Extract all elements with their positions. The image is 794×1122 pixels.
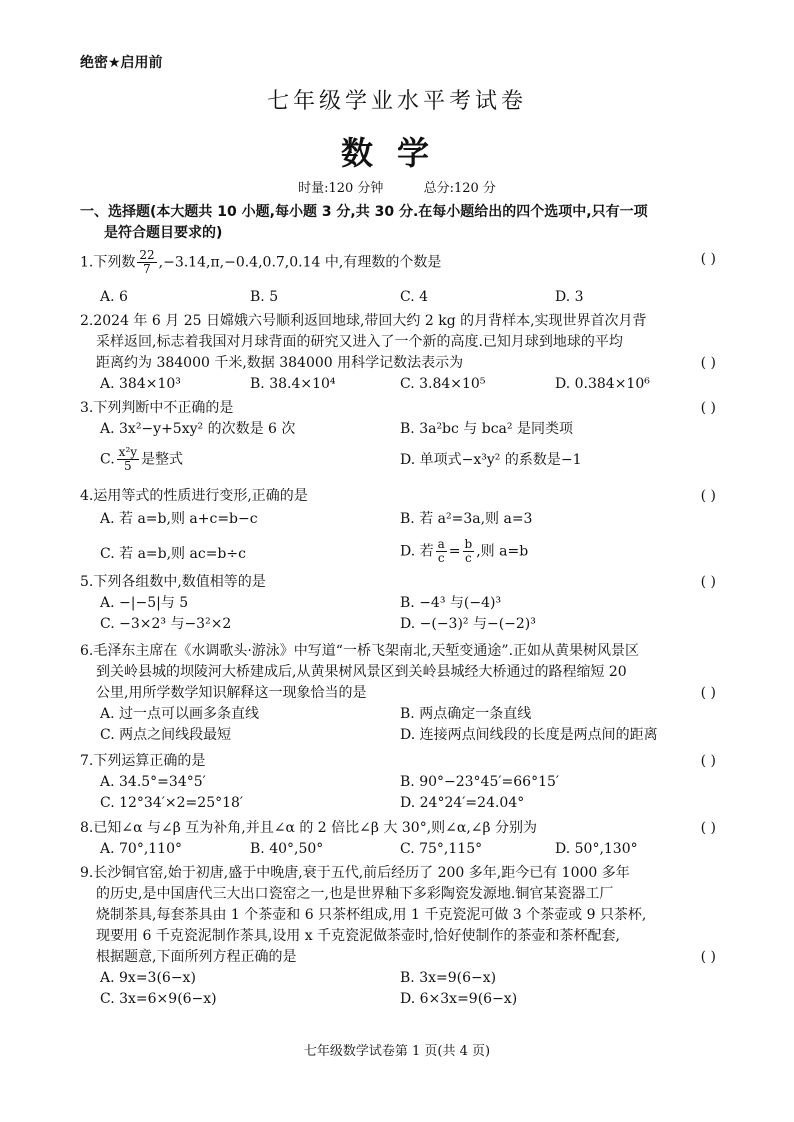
q1-option-b: B. 5 [250,289,279,305]
question-9-line2: 的历史,是中国唐代三大出口瓷窑之一,也是世界釉下多彩陶瓷发源地.铜官某瓷器工厂 [96,886,614,902]
question-9-options-cd [80,989,716,1010]
question-8-options [80,839,716,860]
q2-option-c: C. 3.84×10⁵ [400,376,486,392]
question-3 [80,398,716,478]
question-1 [80,249,716,276]
question-2 [80,311,716,395]
question-2-line3-text: 距离约为 384000 千米,数据 384000 用科学记数法表示为 [96,355,464,371]
question-8-stem-text: 8.已知∠α 与∠β 互为补角,并且∠α 的 2 倍比∠β 大 30°,则∠α,∠β 分别为 [80,820,538,836]
q7-option-d: D. 24°24′=24.04° [400,795,525,811]
question-3-options-cd [80,442,716,478]
q4-option-c: C. 若 a=b,则 ac=b÷c [100,546,246,562]
answer-bracket: ( ) [700,355,716,371]
question-6-line1: 6.毛泽东主席在《水调歌头·游泳》中写道“一桥飞架南北,天堑变通途”.正如从黄果树风景区 [80,643,640,659]
question-5 [80,572,716,635]
question-1-prefix: 1.下列数 [80,254,136,271]
q6-option-c: C. 两点之间线段最短 [100,727,232,743]
q3-option-b: B. 3a²bc 与 bca² 是同类项 [400,421,573,437]
question-6-line3-text: 公里,用所学数学知识解释这一现象恰当的是 [96,685,367,701]
question-2-line3 [80,353,716,374]
q2-option-d: D. 0.384×10⁶ [555,376,650,392]
question-9 [80,863,716,1010]
section-heading-line1: 一、选择题(本大题共 10 小题,每小题 3 分,共 30 分.在每小题给出的四个选项中,只有一项 [80,204,648,220]
question-7-options-ab [80,772,716,793]
fraction-denominator: 7 [143,262,151,276]
question-8-stem [80,818,716,839]
question-5-stem-text: 5.下列各组数中,数值相等的是 [80,574,266,590]
question-6 [80,641,716,746]
q8-option-a: A. 70°,110° [100,841,182,857]
q4-option-d [400,538,528,565]
question-4-stem [80,486,716,507]
q4-option-d-prefix: D. 若 [400,543,434,560]
answer-bracket: ( ) [700,251,716,267]
time-limit: 时量:120 分钟 [298,181,384,196]
q3-option-c-rest: 是整式 [141,451,184,468]
question-4-options-cd [80,536,716,572]
subject-title: 数学 [340,134,453,172]
fraction-numerator: 22 [139,248,155,262]
q4-option-b: B. 若 a²=3a,则 a=3 [400,511,533,527]
question-8 [80,818,716,860]
fraction-numerator: x²y [118,445,138,459]
section-heading [80,202,720,244]
answer-bracket: ( ) [700,574,716,590]
question-5-options-ab [80,593,716,614]
question-9-options-ab [80,968,716,989]
question-5-options-cd [80,614,716,635]
q3-option-a: A. 3x²−y+5xy² 的次数是 6 次 [100,421,296,437]
answer-bracket: ( ) [700,949,716,965]
fraction-denominator: 5 [124,459,132,473]
question-1-stem [80,249,716,276]
q5-option-d: D. −(−3)² 与−(−2)³ [400,616,536,632]
q9-option-b: B. 3x=9(6−x) [400,970,497,986]
question-6-options-ab [80,704,716,725]
q3-option-d: D. 单项式−x³y² 的系数是−1 [400,452,582,468]
q6-option-a: A. 过一点可以画多条直线 [100,706,260,722]
question-2-options [80,374,716,395]
question-9-line5-text: 根据题意,下面所列方程正确的是 [96,949,297,965]
question-9-line5 [80,947,716,968]
q1-option-c: C. 4 [400,289,429,305]
q5-option-c: C. −3×2³ 与−3²×2 [100,616,232,632]
answer-bracket: ( ) [700,400,716,416]
q6-option-b: B. 两点确定一条直线 [400,706,532,722]
question-1-rest: ,−3.14,π,−0.4,0.7,0.14 中,有理数的个数是 [158,254,442,271]
question-3-stem-text: 3.下列判断中不正确的是 [80,400,234,416]
question-2-line1: 2.2024 年 6 月 25 日嫦娥六号顺利返回地球,带回大约 2 kg 的月背样本,实现世界首次月背 [80,313,647,329]
question-7-stem [80,751,716,772]
equals-sign: = [448,543,461,560]
q9-option-d: D. 6×3x=9(6−x) [400,991,518,1007]
q9-option-a: A. 9x=3(6−x) [100,970,196,986]
question-9-line1: 9.长沙铜官窑,始于初唐,盛于中晚唐,衰于五代,前后经历了 200 多年,距今已有 1000 多年 [80,865,630,881]
question-9-line4: 现要用 6 千克瓷泥制作茶具,设用 x 千克瓷泥做茶壶时,恰好使制作的茶壶和茶杯配套, [96,928,620,944]
question-3-stem [80,398,716,419]
question-4-options-ab [80,509,716,530]
question-5-stem [80,572,716,593]
question-1-options [80,287,716,308]
q9-option-c: C. 3x=6×9(6−x) [100,991,217,1007]
q2-option-b: B. 38.4×10⁴ [250,376,336,392]
question-7-options-cd [80,793,716,814]
q7-option-b: B. 90°−23°45′=66°15′ [400,774,560,790]
q1-option-d: D. 3 [555,289,584,305]
answer-bracket: ( ) [700,685,716,701]
exam-title: 七年级学业水平考试卷 [266,89,527,114]
q4-option-d-rest: ,则 a=b [476,543,529,560]
question-3-options-ab [80,419,716,440]
question-7 [80,751,716,814]
fraction-denominator: c [465,551,472,565]
question-6-line2: 到关岭县城的坝陵河大桥建成后,从黄果树风景区到关岭县城经大桥通过的路程缩短 20 [96,664,627,680]
q2-option-a: A. 384×10³ [100,376,181,392]
question-7-stem-text: 7.下列运算正确的是 [80,753,206,769]
answer-bracket: ( ) [700,753,716,769]
question-4 [80,486,716,572]
total-score: 总分:120 分 [423,181,496,196]
answer-bracket: ( ) [700,488,716,504]
q3-option-c-prefix: C. [100,451,115,468]
question-6-options-cd [80,725,716,746]
confidential-label: 绝密★启用前 [80,55,163,71]
fraction-22-7 [137,249,156,276]
q5-option-a: A. −|−5|与 5 [100,595,189,611]
question-6-line3 [80,683,716,704]
page-footer: 七年级数学试卷第 1 页(共 4 页) [303,1044,491,1059]
question-4-stem-text: 4.运用等式的性质进行变形,正确的是 [80,488,308,504]
q4-option-a: A. 若 a=b,则 a+c=b−c [100,511,258,527]
fraction-a-c [436,538,447,565]
q3-option-c [100,446,183,473]
q8-option-d: D. 50°,130° [555,841,638,857]
q7-option-a: A. 34.5°=34°5′ [100,774,206,790]
q5-option-b: B. −4³ 与(−4)³ [400,595,502,611]
section-heading-line2: 是符合题目要求的) [104,225,223,241]
question-9-line3: 烧制茶具,每套茶具由 1 个茶壶和 6 只茶杯组成,用 1 千克瓷泥可做 3 个茶壶或 9 只茶杯, [96,907,647,923]
fraction-numerator: b [464,537,473,551]
q8-option-c: C. 75°,115° [400,841,483,857]
q7-option-c: C. 12°34′×2=25°18′ [100,795,244,811]
fraction-denominator: c [437,551,445,565]
question-2-line2: 采样返回,标志着我国对月球背面的研究又进入了一个新的高度.已知月球到地球的平均 [96,334,623,350]
fraction-numerator: a [437,537,445,551]
fraction-b-c [463,538,475,565]
exam-timing [0,177,794,196]
q6-option-d: D. 连接两点间线段的长度是两点间的距离 [400,727,658,743]
q1-option-a: A. 6 [100,289,128,305]
fraction-x2y-5 [117,446,139,473]
q8-option-b: B. 40°,50° [250,841,324,857]
answer-bracket: ( ) [700,820,716,836]
